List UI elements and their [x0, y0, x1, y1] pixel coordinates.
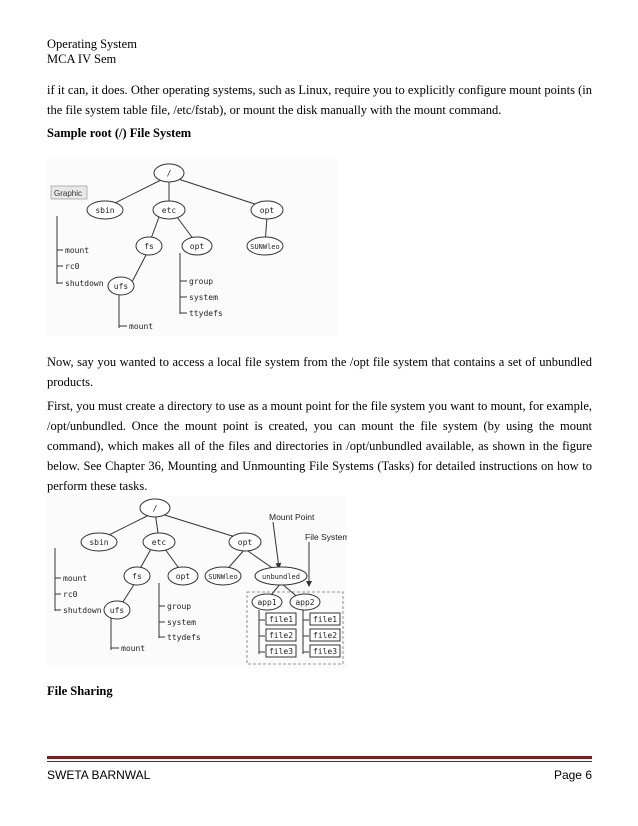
root-file-system-diagram	[47, 156, 337, 336]
node-sunwleo: SUNWleo	[208, 573, 238, 581]
file-app2-file2: file2	[312, 631, 338, 640]
node-unbundled: unbundled	[262, 573, 300, 581]
file-app1-file1: file1	[268, 615, 294, 624]
node-root: /	[166, 169, 172, 178]
node-app2: app2	[295, 598, 315, 607]
node-etc: etc	[151, 538, 167, 547]
file-app1-file3: file3	[268, 647, 294, 656]
file-app2-file3: file3	[312, 647, 338, 656]
file-sbin-shutdown: shutdown	[63, 606, 102, 615]
footer-page-number: Page 6	[553, 768, 592, 782]
file-sbin-rc0: rc0	[63, 590, 78, 599]
header-semester: MCA IV Sem	[47, 52, 117, 66]
footer-rule-thick	[47, 756, 592, 759]
node-fs: fs	[144, 242, 154, 251]
node-sunwleo: SUNWleo	[250, 243, 280, 251]
file-app2-file1: file1	[312, 615, 338, 624]
node-sbin: sbin	[95, 206, 115, 215]
node-fs: fs	[132, 572, 142, 581]
node-opt: opt	[259, 206, 275, 215]
label-file-system: File System	[305, 532, 347, 542]
label-mount-point: Mount Point	[269, 512, 315, 522]
paragraph-access-opt: Now, say you wanted to access a local file system from the /opt file system that contains a set of unbundled products.	[47, 355, 592, 389]
paragraph-mount-intro: if it can, it does. Other operating systems, such as Linux, require you to explicitly configure mount points (in the file system table file, /etc/fstab), or mount the disk manually with the mount command.	[47, 83, 592, 117]
file-etc-group: group	[189, 277, 214, 286]
node-etc: etc	[161, 206, 177, 215]
page-header	[47, 37, 137, 67]
node-ufs: ufs	[113, 282, 129, 291]
file-etc-ttydefs: ttydefs	[167, 633, 201, 642]
file-app1-file2: file2	[268, 631, 294, 640]
mounted-file-system-diagram	[47, 496, 347, 668]
section-heading-file-sharing: File Sharing	[47, 684, 113, 698]
node-etc-opt: opt	[189, 242, 205, 251]
file-sbin-rc0: rc0	[65, 262, 80, 271]
header-course: Operating System	[47, 37, 137, 51]
file-etc-group: group	[167, 602, 192, 611]
node-app1: app1	[257, 598, 277, 607]
node-opt: opt	[237, 538, 253, 547]
node-root: /	[152, 504, 158, 513]
node-sbin: sbin	[89, 538, 109, 547]
file-sbin-shutdown: shutdown	[65, 279, 104, 288]
node-ufs: ufs	[109, 606, 125, 615]
file-etc-system: system	[167, 618, 196, 627]
file-etc-ttydefs: ttydefs	[189, 309, 223, 318]
file-etc-system: system	[189, 293, 218, 302]
footer-author: SWETA BARNWAL	[47, 768, 151, 782]
file-ufs-mount: mount	[121, 644, 146, 653]
file-sbin-mount: mount	[63, 574, 88, 583]
file-sbin-mount: mount	[65, 246, 90, 255]
footer-rule-thin	[47, 761, 592, 762]
node-etc-opt: opt	[175, 572, 191, 581]
graphic-tag: Graphic	[54, 189, 83, 198]
file-ufs-mount: mount	[129, 322, 154, 331]
paragraph-mount-point: First, you must create a directory to use as a mount point for the file system you want to mount, for example, /opt/unbundled. Once the mount point is created, you can mount the file system (by using the mount command), which makes all of the files and directories in /opt/unbundled available, as shown in the figure below. See Chapter 36, Mounting and Unmounting File Systems (Tasks) for detailed instructions on how to perform these tasks.	[47, 399, 592, 493]
section-heading-root-fs: Sample root (/) File System	[47, 126, 192, 140]
